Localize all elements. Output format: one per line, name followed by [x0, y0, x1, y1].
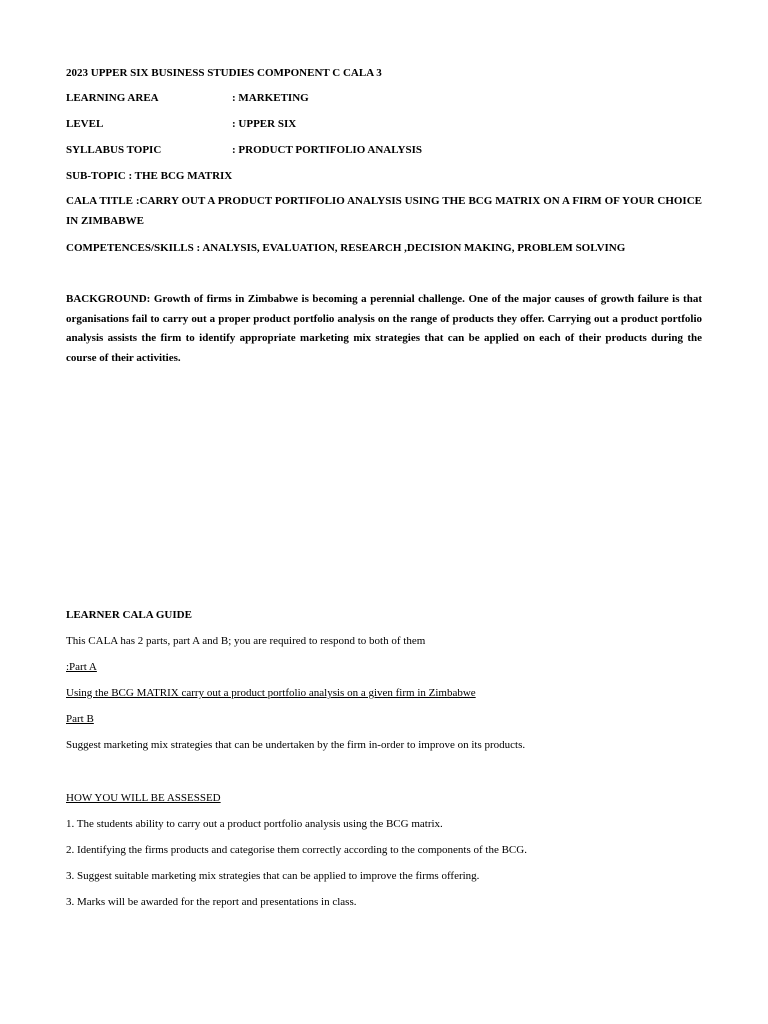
- competences-skills: COMPETENCES/SKILLS : ANALYSIS, EVALUATION, RESEARCH ,DECISION MAKING, PROBLEM SOLVING: [66, 242, 626, 254]
- learning-area-value: : MARKETING: [232, 92, 309, 104]
- learning-area-label: LEARNING AREA: [66, 92, 159, 104]
- part-a-text: Using the BCG MATRIX carry out a product portfolio analysis on a given firm in Zimbabwe: [66, 687, 476, 699]
- part-b-label: Part B: [66, 713, 94, 725]
- assessment-item: 2. Identifying the firms products and categorise them correctly according to the components of the BCG.: [66, 844, 527, 856]
- syllabus-topic-value: : PRODUCT PORTIFOLIO ANALYSIS: [232, 144, 423, 156]
- level-label: LEVEL: [66, 118, 104, 130]
- assessment-heading: HOW YOU WILL BE ASSESSED: [66, 792, 221, 804]
- background-paragraph: BACKGROUND: Growth of firms in Zimbabwe is becoming a perennial challenge. One of the major causes of growth failure is that organisations fail to carry out a proper product portfolio analysis on the range of products they offer. Carrying out a product portfolio analysis assists the firm to identify appropriate marketing mix strategies that can be applied on each of their products during the course of their activities.: [66, 293, 702, 364]
- cala-title: CALA TITLE :CARRY OUT A PRODUCT PORTIFOLIO ANALYSIS USING THE BCG MATRIX ON A FIRM OF YOUR CHOICE IN ZIMBABWE: [66, 195, 702, 227]
- assessment-item: 3. Marks will be awarded for the report and presentations in class.: [66, 896, 357, 908]
- guide-intro: This CALA has 2 parts, part A and B; you are required to respond to both of them: [66, 635, 426, 647]
- assessment-item: 1. The students ability to carry out a product portfolio analysis using the BCG matrix.: [66, 818, 443, 830]
- learning-area-row: [66, 91, 309, 105]
- part-b-text: Suggest marketing mix strategies that can be undertaken by the firm in-order to improve on its products.: [66, 739, 526, 751]
- document-title: 2023 UPPER SIX BUSINESS STUDIES COMPONENT C CALA 3: [66, 67, 382, 79]
- learner-guide-heading: LEARNER CALA GUIDE: [66, 609, 192, 621]
- assessment-item: 3. Suggest suitable marketing mix strategies that can be applied to improve the firms offering.: [66, 870, 480, 882]
- syllabus-topic-label: SYLLABUS TOPIC: [66, 144, 162, 156]
- part-a-label: :Part A: [66, 661, 97, 673]
- level-row: [66, 117, 296, 131]
- syllabus-topic-row: [66, 143, 422, 157]
- level-value: : UPPER SIX: [232, 118, 297, 130]
- sub-topic: SUB-TOPIC : THE BCG MATRIX: [66, 170, 233, 182]
